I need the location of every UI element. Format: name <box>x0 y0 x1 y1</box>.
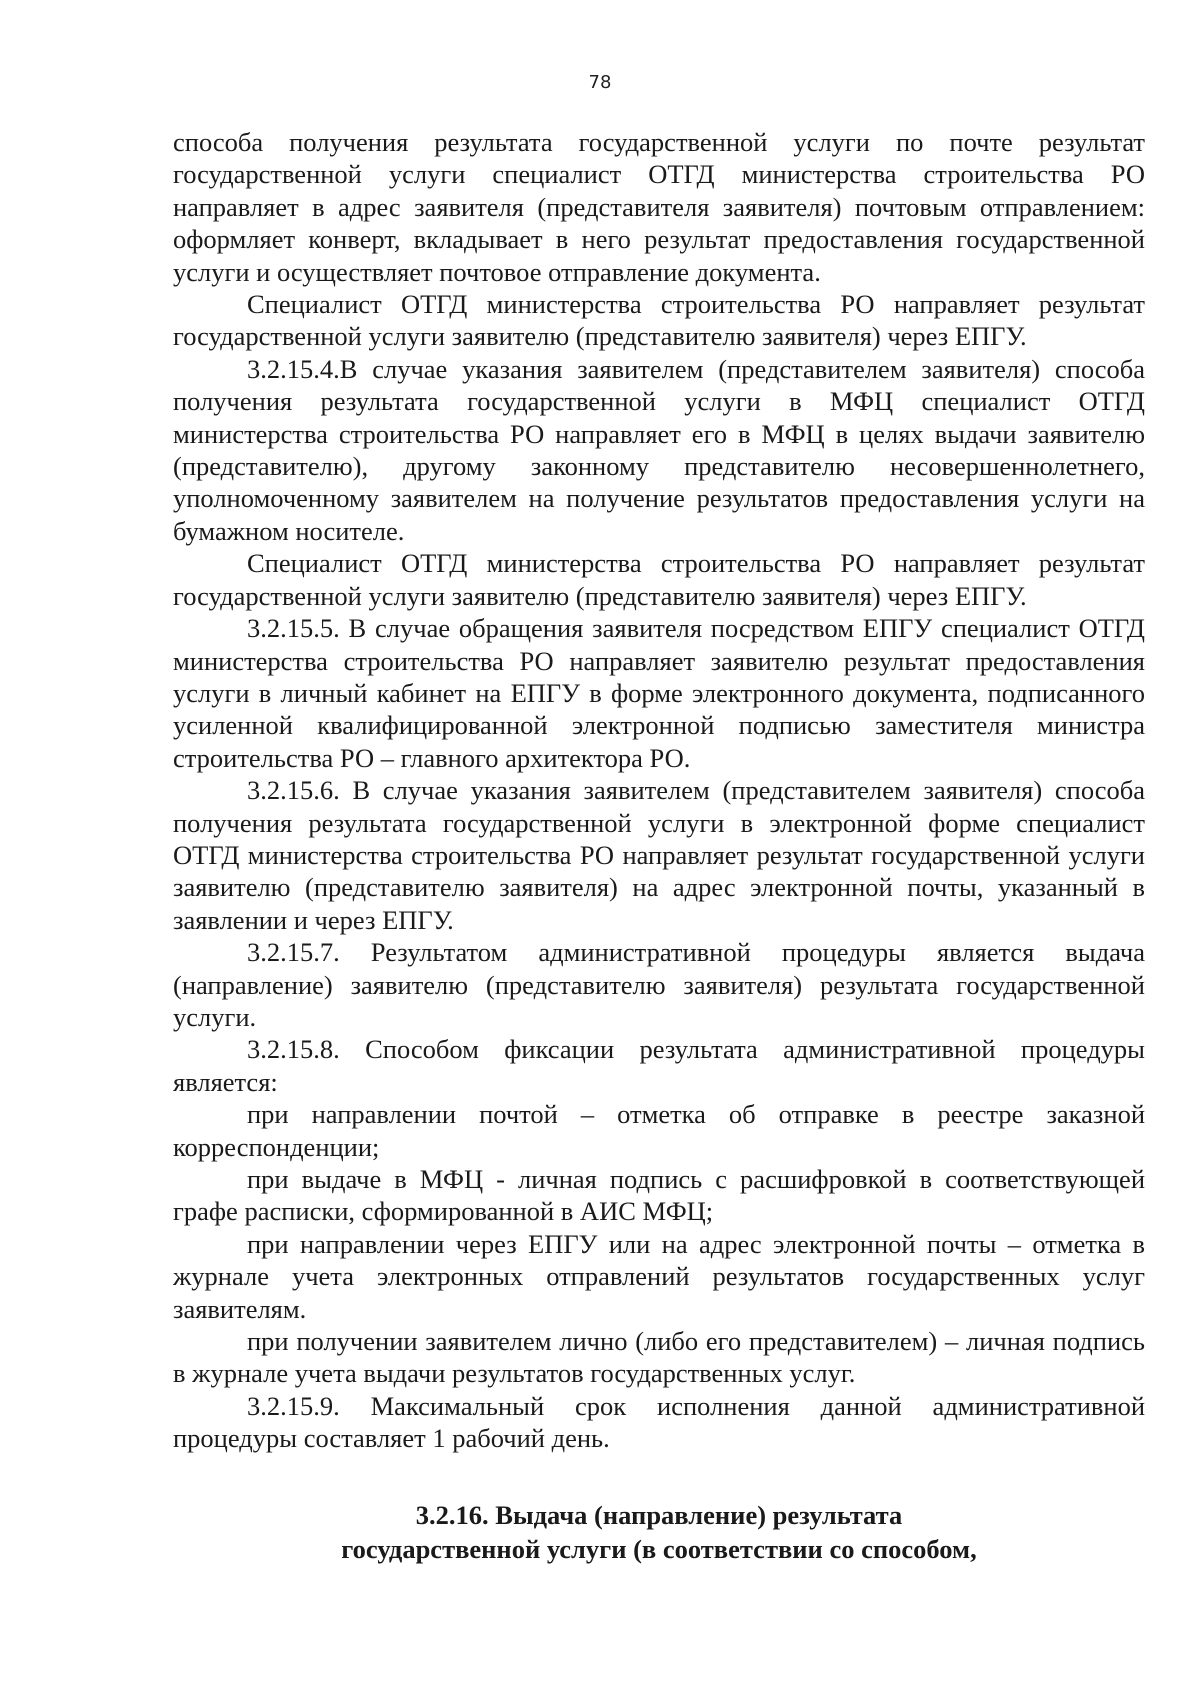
paragraph-continuation: способа получения результата государственной услуги по почте результат государственной услуги специалист ОТГД министерства строительства РО направляет в адрес заявителя (представителя заявителя) почтовым отправлением: оформляет конверт, вкладывает в него результат предоставления государственной услуги и осуществляет почтовое отправление документа. <box>173 127 1145 287</box>
paragraph: Специалист ОТГД министерства строительства РО направляет результат государственной услуги заявителю (представителю заявителя) через ЕПГУ. <box>173 289 1145 352</box>
page-number: 78 <box>588 72 612 93</box>
body-text <box>173 126 1145 1455</box>
paragraph-3-2-15-9: 3.2.15.9. Максимальный срок исполнения данной административной процедуры составляет 1 рабочий день. <box>173 1390 1145 1454</box>
list-item-in-person: при получении заявителем лично (либо его представителем) – личная подпись в журнале учета выдачи результатов государственных услуг. <box>173 1326 1145 1389</box>
list-item-epgu-email: при направлении через ЕПГУ или на адрес электронной почты – отметка в журнале учета электронных отправлений результатов государственных услуг заявителям. <box>173 1228 1145 1324</box>
paragraph-3-2-15-8: 3.2.15.8. Способом фиксации результата административной процедуры является: <box>173 1034 1145 1097</box>
paragraph-3-2-15-6: 3.2.15.6. В случае указания заявителем (представителем заявителя) способа получения результата государственной услуги в электронной форме специалист ОТГД министерства строительства РО направляет результат государственной услуги заявителю (представителю заявителя) на адрес электронной почты, указанный в заявлении и через ЕПГУ. <box>173 775 1145 935</box>
paragraph: Специалист ОТГД министерства строительства РО направляет результат государственной услуги заявителю (представителю заявителя) через ЕПГУ. <box>173 548 1145 611</box>
list-item-mfc: при выдаче в МФЦ - личная подпись с расшифровкой в соответствующей графе расписки, сформированной в АИС МФЦ; <box>173 1164 1145 1227</box>
section-heading-line-2: государственной услуги (в соответствии со способом, <box>341 1534 977 1564</box>
section-heading <box>173 1498 1145 1566</box>
list-item-mail: при направлении почтой – отметка об отправке в реестре заказной корреспонденции; <box>173 1099 1145 1162</box>
paragraph-3-2-15-5: 3.2.15.5. В случае обращения заявителя посредством ЕПГУ специалист ОТГД министерства строительства РО направляет заявителю результат предоставления услуги в личный кабинет на ЕПГУ в форме электронного документа, подписанного усиленной квалифицированной электронной подписью заместителя министра строительства РО – главного архитектора РО. <box>173 613 1145 773</box>
paragraph-3-2-15-7: 3.2.15.7. Результатом административной процедуры является выдача (направление) заявителю (представителю заявителя) результата государственной услуги. <box>173 937 1145 1032</box>
section-heading-line-1: 3.2.16. Выдача (направление) результата <box>415 1500 903 1530</box>
paragraph-3-2-15-4: 3.2.15.4.В случае указания заявителем (представителем заявителя) способа получения результата государственной услуги в МФЦ специалист ОТГД министерства строительства РО направляет его в МФЦ в целях выдачи заявителю (представителю), другому законному представителю несовершеннолетнего, уполномоченному заявителем на получение результатов предоставления услуги на бумажном носителе. <box>173 353 1145 546</box>
